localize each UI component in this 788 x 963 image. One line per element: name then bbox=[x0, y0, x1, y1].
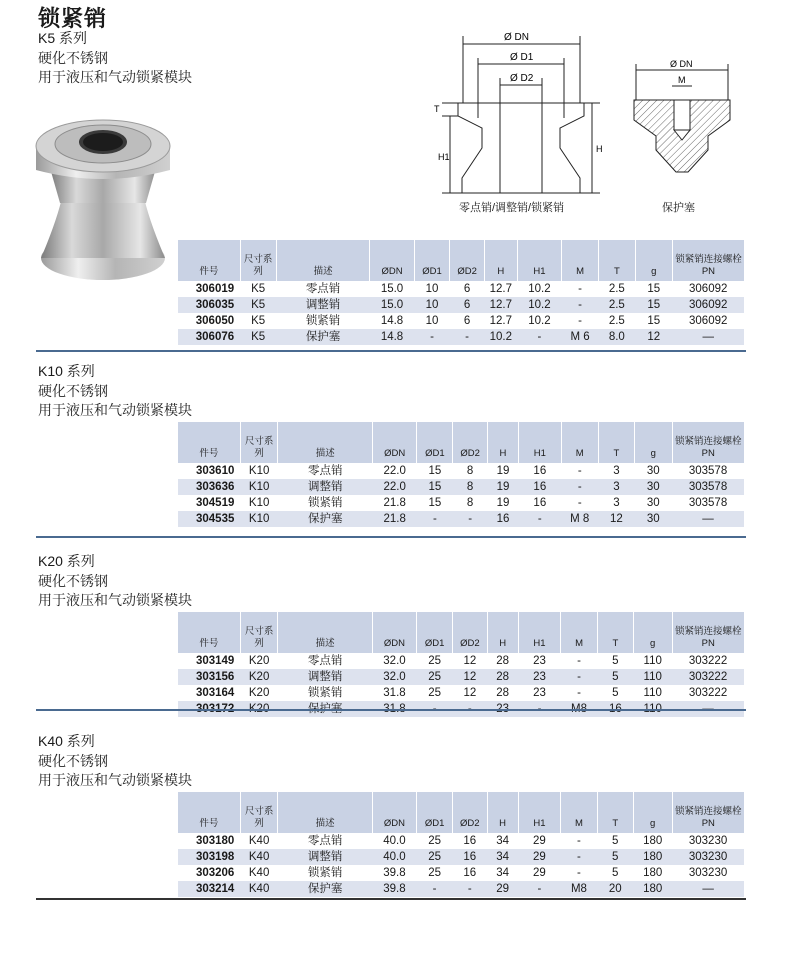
table-cell: 12.7 bbox=[489, 315, 512, 327]
part-number-cell: 303214 bbox=[178, 881, 240, 897]
table-cell: 10.2 bbox=[517, 297, 561, 313]
table-cell: 3 bbox=[613, 497, 620, 509]
column-header: ØD1 bbox=[417, 612, 453, 653]
table-cell: 25 bbox=[428, 835, 441, 847]
table-row bbox=[178, 313, 744, 329]
table-cell: 2.5 bbox=[599, 297, 635, 313]
table-cell: 调整销 bbox=[276, 297, 370, 313]
table-cell: 12 bbox=[598, 511, 634, 527]
table-cell: 14.8 bbox=[380, 315, 404, 327]
table-cell: 14.8 bbox=[370, 329, 414, 345]
table-cell: 2.5 bbox=[608, 283, 625, 295]
table-cell: 6 bbox=[450, 297, 484, 313]
table-cell: 15 bbox=[647, 315, 661, 327]
plug-dn-label: Ø DN bbox=[670, 59, 693, 69]
table-cell: 19 bbox=[496, 497, 510, 509]
table-cell: 22.0 bbox=[373, 479, 417, 495]
table-cell: 306092 bbox=[689, 283, 728, 295]
table-cell: K5 bbox=[240, 297, 276, 313]
table-cell: 303222 bbox=[688, 687, 728, 699]
table-cell: 32.0 bbox=[372, 669, 416, 685]
table-cell: 19 bbox=[487, 479, 518, 495]
part-number-cell: 303198 bbox=[178, 849, 240, 865]
h-label: H bbox=[596, 144, 603, 154]
section-divider bbox=[36, 709, 746, 711]
column-header: 描述 bbox=[276, 240, 370, 281]
table-cell: 零点销 bbox=[305, 283, 341, 295]
table-cell: 40.0 bbox=[383, 835, 406, 847]
table-row bbox=[178, 653, 744, 669]
d2-label: Ø D2 bbox=[510, 73, 534, 84]
table-cell: 15 bbox=[428, 465, 442, 477]
column-header: 件号 bbox=[178, 792, 240, 833]
column-header: g bbox=[633, 612, 672, 653]
column-header: 锁紧销连接螺栓 PN bbox=[672, 422, 744, 463]
table-cell: 28 bbox=[487, 669, 518, 685]
column-header: ØD2 bbox=[453, 792, 487, 833]
table-cell: K10 bbox=[248, 497, 270, 509]
table-cell: 16 bbox=[533, 465, 547, 477]
column-header: H bbox=[487, 612, 518, 653]
table-row bbox=[178, 495, 744, 511]
table-cell: 21.8 bbox=[383, 497, 406, 509]
table-cell: - bbox=[450, 329, 484, 345]
table-cell: K20 bbox=[248, 655, 270, 667]
table-row bbox=[178, 881, 744, 897]
table-cell: 3 bbox=[598, 479, 634, 495]
spec-table bbox=[178, 792, 744, 897]
part-number-cell: 304535 bbox=[178, 511, 240, 527]
column-header: 锁紧销连接螺栓 PN bbox=[672, 612, 744, 653]
table-cell: — bbox=[672, 881, 744, 897]
spec-table bbox=[178, 422, 744, 527]
table-cell: 6 bbox=[463, 315, 471, 327]
table-cell: 零点销 bbox=[307, 655, 343, 667]
table-cell: - bbox=[414, 329, 450, 345]
pin-dimension-drawing bbox=[430, 28, 610, 218]
table-cell: 调整销 bbox=[278, 479, 373, 495]
table-cell: 25 bbox=[417, 669, 453, 685]
table-cell: 29 bbox=[533, 835, 546, 847]
table-cell: M8 bbox=[561, 881, 598, 897]
column-header: ØD1 bbox=[414, 240, 450, 281]
table-cell: — bbox=[672, 511, 744, 527]
table-cell: - bbox=[517, 329, 561, 345]
part-number-cell: 303636 bbox=[178, 479, 240, 495]
table-cell: 39.8 bbox=[372, 881, 416, 897]
series-heading: K5 系列 bbox=[38, 30, 88, 46]
table-cell: 303578 bbox=[672, 479, 744, 495]
table-cell: - bbox=[417, 511, 453, 527]
column-header: ØD2 bbox=[453, 422, 487, 463]
table-cell: 12.7 bbox=[484, 297, 517, 313]
table-cell: 5 bbox=[612, 687, 619, 699]
section-divider bbox=[36, 350, 746, 352]
column-header: H1 bbox=[518, 792, 560, 833]
part-number-cell: 303206 bbox=[195, 867, 235, 879]
column-header: ØDN bbox=[372, 792, 416, 833]
table-cell: 3 bbox=[613, 465, 620, 477]
table-cell: 29 bbox=[487, 881, 518, 897]
column-header: ØDN bbox=[372, 612, 416, 653]
column-header: ØDN bbox=[370, 240, 414, 281]
column-header: g bbox=[634, 422, 672, 463]
table-cell: 5 bbox=[612, 835, 619, 847]
material-text: 硬化不锈钢 bbox=[38, 50, 108, 66]
table-cell: 303230 bbox=[688, 835, 728, 847]
plug-dimension-drawing bbox=[628, 58, 738, 198]
table-cell: 180 bbox=[643, 867, 663, 879]
table-cell: - bbox=[561, 479, 598, 495]
table-cell: 10.2 bbox=[484, 329, 517, 345]
table-cell: 32.0 bbox=[383, 655, 406, 667]
table-cell: 303230 bbox=[688, 867, 728, 879]
table-cell: - bbox=[561, 849, 598, 865]
table-cell: 10 bbox=[425, 283, 439, 295]
table-cell: 12 bbox=[635, 329, 672, 345]
part-number-cell: 303610 bbox=[195, 465, 235, 477]
locking-pin-photo bbox=[28, 108, 178, 288]
column-header: 锁紧销连接螺栓 PN bbox=[672, 792, 744, 833]
table-cell: 30 bbox=[634, 479, 672, 495]
table-cell: 12 bbox=[463, 655, 477, 667]
table-cell: — bbox=[672, 329, 744, 345]
table-cell: 8 bbox=[453, 479, 487, 495]
column-header: M bbox=[561, 240, 598, 281]
t-label: T bbox=[434, 104, 440, 114]
table-cell: - bbox=[417, 881, 453, 897]
part-number-cell: 306050 bbox=[195, 315, 235, 327]
table-cell: 28 bbox=[496, 655, 510, 667]
column-header: H1 bbox=[518, 612, 560, 653]
table-row bbox=[178, 479, 744, 495]
table-cell: 8 bbox=[466, 497, 474, 509]
column-header: T bbox=[598, 422, 634, 463]
table-cell: - bbox=[577, 687, 581, 699]
table-cell: - bbox=[577, 655, 581, 667]
page-title: 锁紧销 bbox=[38, 6, 108, 31]
table-cell: 5 bbox=[597, 849, 633, 865]
table-cell: 303222 bbox=[688, 655, 728, 667]
table-cell: 16 bbox=[453, 849, 487, 865]
dn-label: Ø DN bbox=[504, 32, 529, 43]
table-cell: 10.2 bbox=[528, 283, 551, 295]
table-cell: K40 bbox=[248, 867, 270, 879]
table-cell: 8 bbox=[466, 465, 474, 477]
table-cell: 零点销 bbox=[307, 835, 343, 847]
pin-drawing-caption: 零点销/调整销/锁紧销 bbox=[459, 202, 565, 214]
section-divider bbox=[36, 536, 746, 538]
table-cell: 40.0 bbox=[372, 849, 416, 865]
table-cell: 180 bbox=[633, 881, 672, 897]
column-header: H bbox=[487, 792, 518, 833]
column-header: 件号 bbox=[178, 612, 240, 653]
table-cell: - bbox=[578, 315, 582, 327]
table-cell: - bbox=[577, 867, 581, 879]
column-header: 锁紧销连接螺栓 PN bbox=[672, 240, 744, 281]
table-cell: K40 bbox=[248, 835, 270, 847]
d1-label: Ø D1 bbox=[510, 52, 534, 63]
table-cell: - bbox=[577, 497, 582, 509]
table-cell: 15.0 bbox=[380, 283, 404, 295]
part-number-cell: 306076 bbox=[178, 329, 240, 345]
table-cell: - bbox=[453, 881, 487, 897]
usage-text: 用于液压和气动锁紧模块 bbox=[38, 592, 192, 608]
table-row bbox=[178, 685, 744, 701]
table-cell: 2.5 bbox=[608, 315, 625, 327]
table-cell: K10 bbox=[240, 511, 278, 527]
table-cell: 10.2 bbox=[528, 315, 551, 327]
column-header: M bbox=[561, 792, 598, 833]
table-cell: 保护塞 bbox=[278, 511, 373, 527]
table-cell: 12 bbox=[453, 669, 487, 685]
table-cell: 16 bbox=[519, 479, 561, 495]
material-text: 硬化不锈钢 bbox=[38, 383, 108, 399]
column-header: M bbox=[561, 422, 598, 463]
column-header: 尺寸系列 bbox=[240, 792, 278, 833]
table-cell: 12.7 bbox=[489, 283, 512, 295]
table-cell: 303578 bbox=[688, 497, 728, 509]
table-cell: 34 bbox=[496, 835, 509, 847]
table-cell: 15 bbox=[417, 479, 453, 495]
table-cell: - bbox=[561, 297, 598, 313]
table-cell: 16 bbox=[487, 511, 518, 527]
table-cell: 303222 bbox=[672, 669, 744, 685]
table-cell: 锁紧销 bbox=[307, 497, 343, 509]
series-heading: K40 系列 bbox=[38, 733, 95, 749]
table-cell: 5 bbox=[612, 655, 619, 667]
table-row bbox=[178, 833, 744, 849]
table-cell: M 6 bbox=[561, 329, 598, 345]
table-cell: 16 bbox=[463, 835, 477, 847]
section-divider bbox=[36, 898, 746, 900]
column-header: ØDN bbox=[373, 422, 417, 463]
column-header: T bbox=[599, 240, 635, 281]
column-header: 描述 bbox=[278, 422, 373, 463]
table-row bbox=[178, 849, 744, 865]
table-cell: K40 bbox=[240, 849, 278, 865]
table-cell: 180 bbox=[643, 835, 663, 847]
column-header: ØD2 bbox=[450, 240, 484, 281]
table-cell: K40 bbox=[240, 881, 278, 897]
table-row bbox=[178, 865, 744, 881]
table-cell: 25 bbox=[417, 849, 453, 865]
column-header: ØD2 bbox=[453, 612, 487, 653]
column-header: 件号 bbox=[178, 240, 240, 281]
table-cell: - bbox=[578, 283, 582, 295]
column-header: 描述 bbox=[278, 612, 372, 653]
table-cell: 保护塞 bbox=[276, 329, 370, 345]
table-cell: 16 bbox=[533, 497, 547, 509]
column-header: ØD1 bbox=[417, 422, 453, 463]
table-cell: 110 bbox=[643, 655, 662, 667]
column-header: 件号 bbox=[178, 422, 240, 463]
table-cell: K20 bbox=[248, 687, 270, 699]
spec-table bbox=[178, 240, 744, 345]
table-cell: 保护塞 bbox=[278, 881, 372, 897]
table-cell: 20 bbox=[597, 881, 633, 897]
table-cell: 15 bbox=[428, 497, 442, 509]
table-cell: 16 bbox=[463, 867, 477, 879]
material-text: 硬化不锈钢 bbox=[38, 753, 108, 769]
usage-text: 用于液压和气动锁紧模块 bbox=[38, 402, 192, 418]
usage-text: 用于液压和气动锁紧模块 bbox=[38, 69, 192, 85]
table-cell: 110 bbox=[633, 669, 672, 685]
series-heading: K20 系列 bbox=[38, 553, 95, 569]
column-header: ØD1 bbox=[417, 792, 453, 833]
table-cell: 5 bbox=[597, 669, 633, 685]
part-number-cell: 306019 bbox=[195, 283, 235, 295]
table-cell: 303230 bbox=[672, 849, 744, 865]
column-header: H1 bbox=[517, 240, 561, 281]
column-header: 描述 bbox=[278, 792, 372, 833]
table-cell: - bbox=[519, 511, 561, 527]
table-cell: - bbox=[518, 881, 560, 897]
part-number-cell: 303149 bbox=[195, 655, 235, 667]
table-cell: 34 bbox=[487, 849, 518, 865]
table-cell: 5 bbox=[612, 867, 619, 879]
table-cell: 10 bbox=[414, 297, 450, 313]
table-cell: 110 bbox=[643, 687, 662, 699]
table-cell: 零点销 bbox=[307, 465, 343, 477]
column-header: 尺寸系列 bbox=[240, 240, 276, 281]
table-row bbox=[178, 281, 744, 297]
spec-table bbox=[178, 612, 744, 717]
table-cell: K5 bbox=[251, 283, 266, 295]
part-number-cell: 303180 bbox=[195, 835, 235, 847]
table-cell: 10 bbox=[425, 315, 439, 327]
table-cell: 15 bbox=[635, 297, 672, 313]
table-cell: 23 bbox=[533, 655, 546, 667]
column-header: H bbox=[484, 240, 517, 281]
table-row bbox=[178, 329, 744, 345]
column-header: 尺寸系列 bbox=[240, 612, 278, 653]
material-text: 硬化不锈钢 bbox=[38, 573, 108, 589]
table-cell: 306092 bbox=[689, 315, 728, 327]
table-cell: 306092 bbox=[672, 297, 744, 313]
table-cell: 31.8 bbox=[383, 687, 406, 699]
table-cell: 25 bbox=[428, 655, 442, 667]
table-cell: 25 bbox=[428, 687, 442, 699]
table-cell: 23 bbox=[533, 687, 546, 699]
table-cell: M 8 bbox=[561, 511, 598, 527]
table-cell: 30 bbox=[634, 511, 672, 527]
table-cell: 15 bbox=[647, 283, 661, 295]
table-row bbox=[178, 463, 744, 479]
table-cell: 25 bbox=[428, 867, 441, 879]
table-cell: 30 bbox=[646, 465, 660, 477]
column-header: T bbox=[597, 612, 633, 653]
part-number-cell: 306035 bbox=[178, 297, 240, 313]
table-cell: 12 bbox=[463, 687, 477, 699]
column-header: g bbox=[633, 792, 672, 833]
table-cell: - bbox=[577, 835, 581, 847]
table-cell: K5 bbox=[240, 329, 276, 345]
column-header: M bbox=[561, 612, 598, 653]
table-cell: 锁紧销 bbox=[307, 867, 343, 879]
table-cell: 39.8 bbox=[383, 867, 406, 879]
table-cell: 23 bbox=[518, 669, 560, 685]
table-cell: 锁紧销 bbox=[305, 315, 341, 327]
table-cell: 21.8 bbox=[373, 511, 417, 527]
series-heading: K10 系列 bbox=[38, 363, 95, 379]
table-cell: 22.0 bbox=[383, 465, 406, 477]
table-row bbox=[178, 297, 744, 313]
column-header: H1 bbox=[519, 422, 561, 463]
table-cell: 34 bbox=[496, 867, 509, 879]
table-cell: 调整销 bbox=[278, 849, 372, 865]
table-cell: - bbox=[453, 511, 487, 527]
table-cell: 180 bbox=[633, 849, 672, 865]
h1-label: H1 bbox=[438, 152, 450, 162]
column-header: T bbox=[597, 792, 633, 833]
table-row bbox=[178, 669, 744, 685]
table-cell: 15.0 bbox=[370, 297, 414, 313]
table-cell: K20 bbox=[240, 669, 278, 685]
part-number-cell: 303156 bbox=[178, 669, 240, 685]
table-cell: K10 bbox=[248, 465, 270, 477]
table-cell: 29 bbox=[518, 849, 560, 865]
table-cell: 调整销 bbox=[278, 669, 372, 685]
table-cell: - bbox=[577, 465, 582, 477]
table-cell: 19 bbox=[496, 465, 510, 477]
table-cell: 303578 bbox=[688, 465, 728, 477]
table-cell: 30 bbox=[646, 497, 660, 509]
column-header: g bbox=[635, 240, 672, 281]
plug-drawing-caption: 保护塞 bbox=[662, 202, 695, 214]
table-cell: 8.0 bbox=[599, 329, 635, 345]
table-cell: 29 bbox=[533, 867, 546, 879]
part-number-cell: 303164 bbox=[195, 687, 235, 699]
column-header: H bbox=[487, 422, 518, 463]
part-number-cell: 304519 bbox=[195, 497, 235, 509]
table-cell: 锁紧销 bbox=[307, 687, 343, 699]
table-cell: 28 bbox=[496, 687, 510, 699]
table-cell: K5 bbox=[251, 315, 266, 327]
m-label: M bbox=[678, 75, 686, 85]
usage-text: 用于液压和气动锁紧模块 bbox=[38, 772, 192, 788]
table-cell: 6 bbox=[463, 283, 471, 295]
table-cell: - bbox=[561, 669, 598, 685]
table-row bbox=[178, 511, 744, 527]
column-header: 尺寸系列 bbox=[240, 422, 278, 463]
table-cell: K10 bbox=[240, 479, 278, 495]
